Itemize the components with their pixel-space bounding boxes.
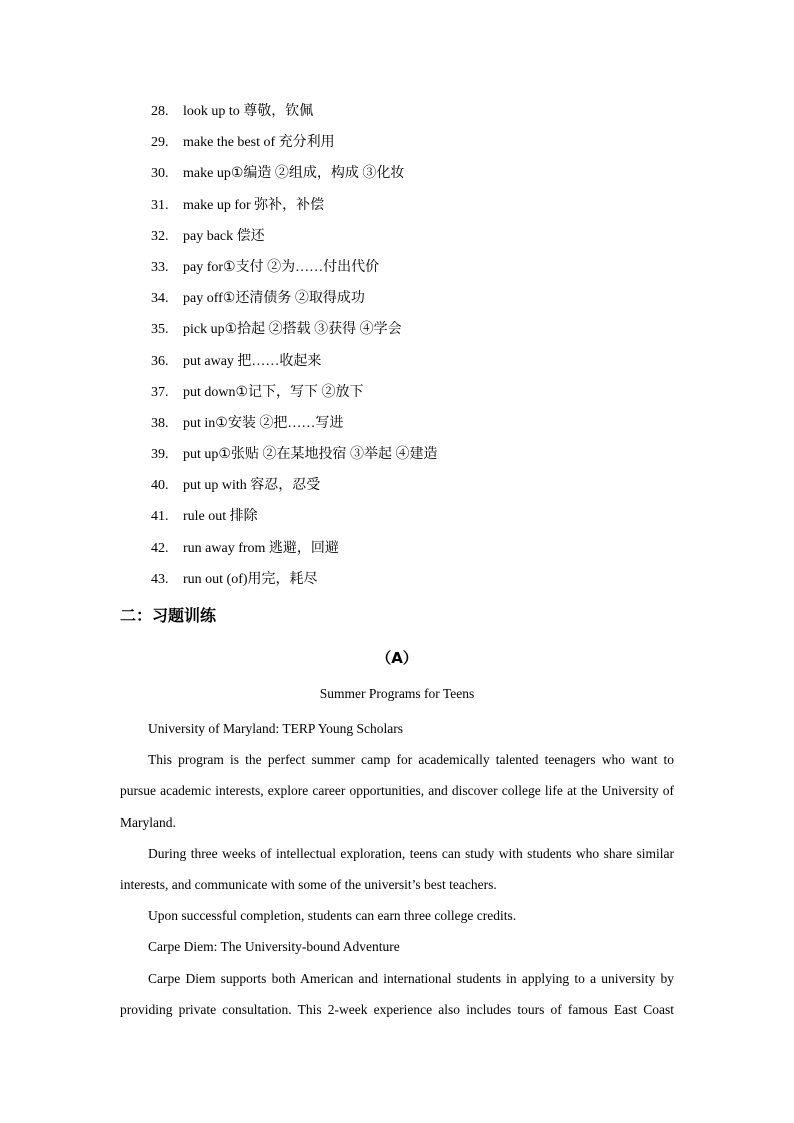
phrase-text: put in①安装 ②把……写进 [183,415,344,431]
phrase-number: 42. [151,540,169,556]
phrase-item [151,350,711,381]
phrase-number: 34. [151,291,169,307]
phrase-text: run away from 逃避，回避 [183,540,339,556]
phrase-item [151,381,711,412]
phrase-item [151,194,711,225]
phrase-item [151,443,711,474]
phrase-text: make the best of 充分利用 [183,135,335,151]
passage-paragraph: During three weeks of intellectual exploration, teens can study with students who share similar interests, and communicate with some of the universit’s best teachers. [120,845,674,893]
phrase-text: pay for①支付 ②为……付出代价 [183,259,380,275]
phrase-text: put up①张贴 ②在某地投宿 ③举起 ④建造 [183,447,438,463]
passage-paragraph: Carpe Diem supports both American and international students in applying to a university by providing private consultation. This 2-week experience also includes tours of famous East Coast [120,970,674,1017]
phrase-number: 32. [151,228,169,244]
passage-body [120,713,674,1025]
phrase-list [151,100,711,599]
passage-paragraph: Carpe Diem: The University-bound Adventure [148,939,400,955]
phrase-text: rule out 排除 [183,509,258,525]
phrase-text: pay off①还清债务 ②取得成功 [183,291,365,307]
passage-paragraph: Upon successful completion, students can earn three college credits. [148,908,517,924]
phrase-number: 30. [151,166,169,182]
phrase-text: make up for 弥补，补偿 [183,197,325,213]
phrase-item [151,474,711,505]
phrase-number: 33. [151,259,169,275]
phrase-item [151,568,711,599]
phrase-number: 28. [151,104,169,119]
phrase-item [151,505,711,536]
phrase-item [151,537,711,568]
section-heading: 二：习题训练 [120,606,217,625]
phrase-number: 37. [151,384,169,400]
phrase-text: put down①记下，写下 ②放下 [183,384,364,400]
phrase-item [151,287,711,318]
phrase-text: make up①编造 ②组成，构成 ③化妆 [183,166,405,182]
phrase-number: 39. [151,447,169,463]
phrase-item [151,412,711,443]
passage-paragraph: This program is the perfect summer camp for academically talented teenagers who want to pursue academic interests, explore career opportunities, and discover college life at the University of Maryland. [120,752,674,830]
phrase-item [151,100,711,131]
phrase-item [151,256,711,287]
phrase-item [151,225,711,256]
phrase-number: 36. [151,353,169,369]
phrase-number: 29. [151,135,169,151]
phrase-item [151,131,711,162]
passage-label: （A） [376,649,418,667]
phrase-number: 40. [151,478,169,494]
phrase-number: 43. [151,571,169,587]
phrase-text: run out (of)用完，耗尽 [183,571,318,587]
phrase-number: 35. [151,322,169,338]
phrase-number: 31. [151,197,169,213]
phrase-item [151,162,711,193]
phrase-text: pay back 偿还 [183,228,265,244]
passage-paragraph: University of Maryland: TERP Young Scholars [148,721,403,736]
phrase-number: 41. [151,509,169,525]
phrase-text: pick up①拾起 ②搭载 ③获得 ④学会 [183,322,402,338]
phrase-text: look up to 尊敬，钦佩 [183,104,314,119]
phrase-number: 38. [151,415,169,431]
phrase-text: put up with 容忍，忍受 [183,478,321,494]
passage-title: Summer Programs for Teens [319,686,475,701]
phrase-item [151,318,711,349]
phrase-text: put away 把……收起来 [183,353,322,369]
